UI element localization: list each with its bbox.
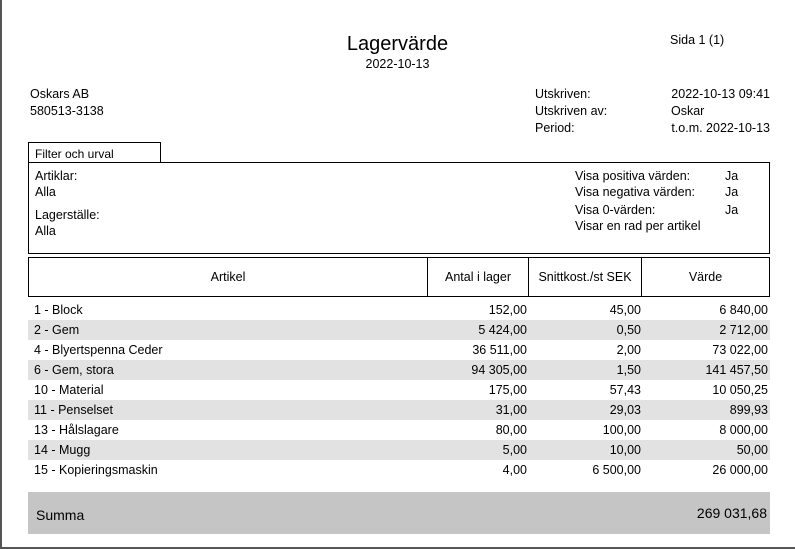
table-row (28, 320, 770, 340)
cell-article: 4 - Blyertspenna Ceder (34, 343, 163, 357)
cell-qty: 31,00 (495, 403, 527, 417)
table-row (28, 420, 770, 440)
cell-qty: 5,00 (502, 443, 527, 457)
show-zero-value: Ja (725, 203, 739, 217)
cell-value: 6 840,00 (719, 303, 768, 317)
cell-qty: 80,00 (495, 423, 527, 437)
cell-article: 6 - Gem, stora (34, 363, 114, 377)
printed-by-value: Oskar (671, 104, 705, 118)
col-header-article: Artikel (29, 258, 428, 296)
cell-avg-cost: 100,00 (602, 423, 641, 437)
printed-by-label: Utskriven av: (535, 104, 608, 118)
cell-value: 141 457,50 (705, 363, 768, 377)
table-row (28, 340, 770, 360)
company-name: Oskars AB (30, 87, 90, 101)
col-header-avg-cost: Snittkost./st SEK (529, 258, 642, 296)
cell-avg-cost: 1,50 (616, 363, 641, 377)
cell-avg-cost: 45,00 (609, 303, 641, 317)
table-header (28, 257, 770, 297)
cell-avg-cost: 29,03 (609, 403, 641, 417)
table-row (28, 440, 770, 460)
period-label: Period: (535, 121, 575, 135)
articles-value: Alla (35, 185, 56, 199)
table-body (28, 300, 770, 480)
cell-article: 13 - Hålslagare (34, 423, 119, 437)
show-zero-label: Visa 0-värden: (575, 203, 656, 217)
table-row (28, 460, 770, 480)
page-number: Sida 1 (1) (670, 33, 725, 47)
period-value: t.o.m. 2022-10-13 (671, 121, 770, 135)
report-title: Lagervärde (346, 33, 449, 55)
cell-qty: 36 511,00 (472, 343, 527, 357)
table-row (28, 360, 770, 380)
cell-avg-cost: 6 500,00 (592, 463, 641, 477)
cell-article: 15 - Kopieringsmaskin (34, 463, 158, 477)
cell-qty: 4,00 (502, 463, 527, 477)
cell-article: 14 - Mugg (34, 443, 91, 457)
col-header-value: Värde (688, 270, 723, 284)
sum-row (28, 492, 770, 534)
sum-value: 269 031,68 (696, 505, 767, 521)
cell-value: 2 712,00 (719, 323, 768, 337)
page-edge-left (0, 0, 2, 549)
cell-value: 73 022,00 (712, 343, 768, 357)
show-positive-label: Visa positiva värden: (575, 169, 691, 183)
one-row-label: Visar en rad per artikel (575, 219, 701, 233)
table-row (28, 300, 770, 320)
cell-value: 8 000,00 (719, 423, 768, 437)
filter-box (28, 162, 770, 254)
cell-article: 11 - Penselset (34, 403, 113, 417)
cell-qty: 152,00 (488, 303, 527, 317)
show-negative-value: Ja (725, 185, 739, 199)
printed-value: 2022-10-13 09:41 (671, 87, 770, 101)
cell-value: 26 000,00 (712, 463, 768, 477)
show-negative-label: Visa negativa värden: (575, 185, 695, 199)
cell-article: 10 - Material (34, 383, 104, 397)
cell-value: 10 050,25 (712, 383, 768, 397)
report-date: 2022-10-13 (365, 57, 430, 71)
cell-qty: 94 305,00 (471, 363, 527, 377)
cell-value: 50,00 (736, 443, 768, 457)
location-value: Alla (35, 224, 56, 238)
cell-avg-cost: 2,00 (616, 343, 641, 357)
cell-avg-cost: 10,00 (609, 443, 641, 457)
show-positive-value: Ja (725, 169, 739, 183)
cell-avg-cost: 57,43 (609, 383, 641, 397)
location-label: Lagerställe: (35, 208, 100, 222)
sum-label: Summa (36, 507, 85, 523)
cell-article: 1 - Block (34, 303, 83, 317)
printed-label: Utskriven: (535, 87, 591, 101)
table-row (28, 380, 770, 400)
table-row (28, 400, 770, 420)
cell-value: 899,93 (729, 403, 768, 417)
filter-tab: Filter och urval (28, 142, 161, 162)
org-number: 580513-3138 (30, 104, 104, 118)
articles-label: Artiklar: (35, 169, 78, 183)
cell-qty: 175,00 (488, 383, 527, 397)
col-header-qty: Antal i lager (428, 258, 529, 296)
cell-qty: 5 424,00 (478, 323, 527, 337)
cell-article: 2 - Gem (34, 323, 80, 337)
cell-avg-cost: 0,50 (616, 323, 641, 337)
